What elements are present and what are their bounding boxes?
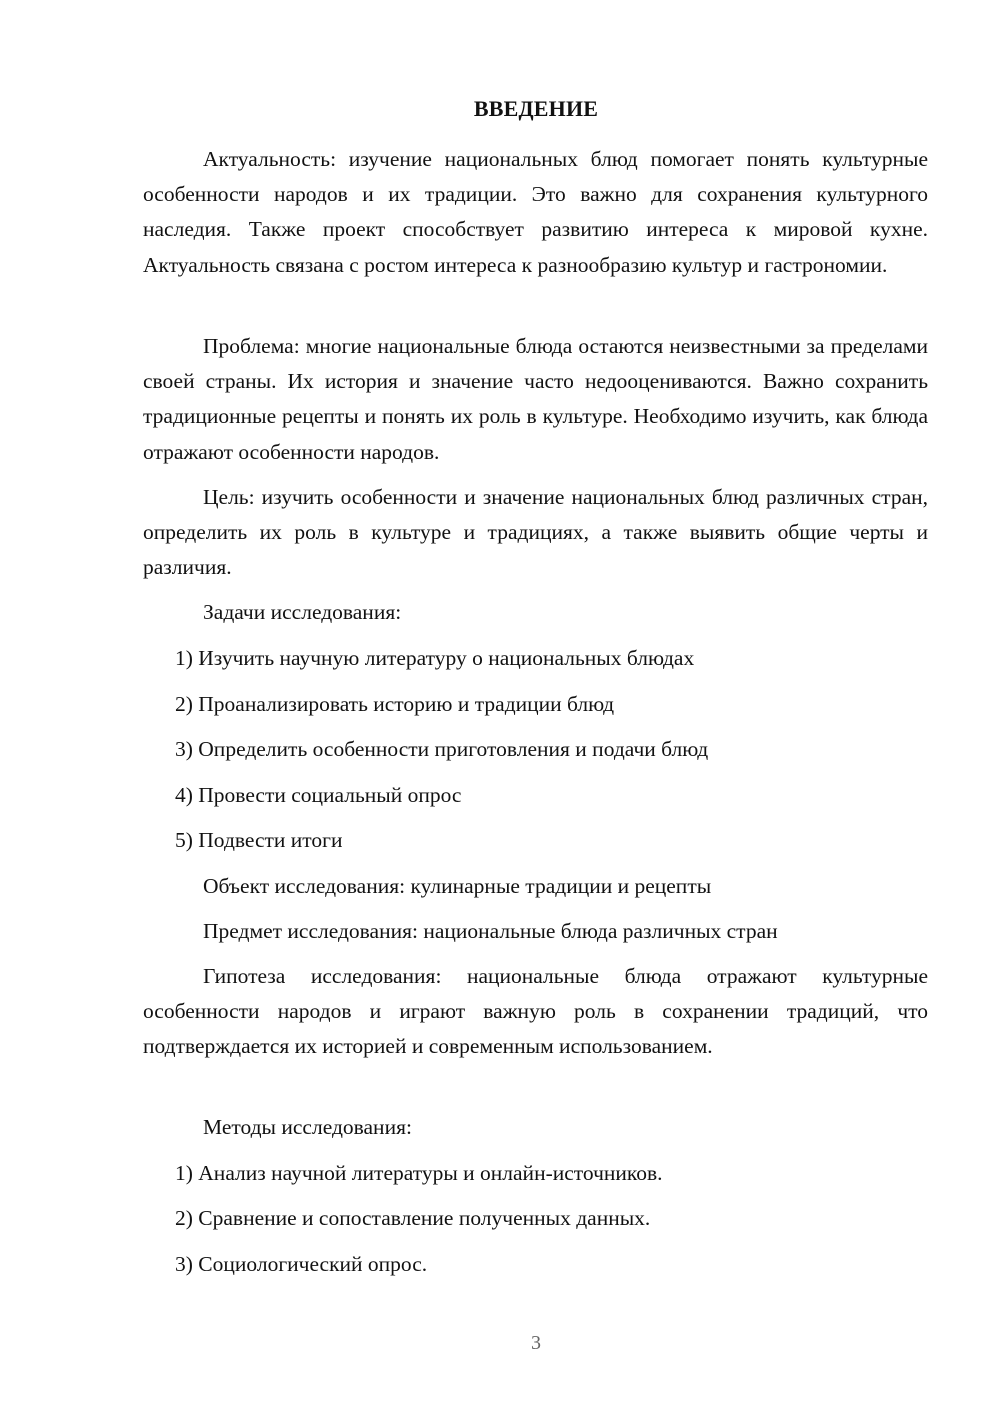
task-item: 4) Провести социальный опрос xyxy=(175,783,462,807)
problem-paragraph: Проблема: многие национальные блюда остаются неизвестными за пределами своей страны. Их история и значение часто недооцениваются. Важно сохранить традиционные рецепты и понять их роль в культуре. Необходимо изучить, как блюда отражают особенности народов. xyxy=(143,334,928,464)
method-item: 3) Социологический опрос. xyxy=(175,1252,428,1276)
research-object: Объект исследования: кулинарные традиции и рецепты xyxy=(203,874,712,898)
task-item: 3) Определить особенности приготовления и подачи блюд xyxy=(175,737,709,761)
problem-paragraph-block xyxy=(143,329,928,470)
hypothesis-paragraph-block xyxy=(143,959,928,1065)
page-number: 3 xyxy=(531,1332,541,1354)
hypothesis-paragraph: Гипотеза исследования: национальные блюда отражают культурные особенности народов и играют важную роль в сохранении традиций, что подтверждается их историей и современным использованием. xyxy=(143,964,928,1059)
task-item: 1) Изучить научную литературу о национальных блюдах xyxy=(175,646,695,670)
goal-paragraph-block xyxy=(143,480,928,586)
task-item: 5) Подвести итоги xyxy=(175,828,343,852)
method-item: 1) Анализ научной литературы и онлайн-источников. xyxy=(175,1161,663,1185)
method-item: 2) Сравнение и сопоставление полученных данных. xyxy=(175,1206,651,1230)
tasks-heading: Задачи исследования: xyxy=(203,600,402,624)
methods-heading: Методы исследования: xyxy=(203,1115,412,1139)
actuality-paragraph-block xyxy=(143,142,928,283)
task-item: 2) Проанализировать историю и традиции блюд xyxy=(175,692,615,716)
goal-paragraph: Цель: изучить особенности и значение национальных блюд различных стран, определить их роль в культуре и традициях, а также выявить общие черты и различия. xyxy=(143,485,928,580)
actuality-paragraph: Актуальность: изучение национальных блюд помогает понять культурные особенности народов и их традиции. Это важно для сохранения культурного наследия. Также проект способствует развитию интереса к мировой кухне. Актуальность связана с ростом интереса к разнообразию культур и гастрономии. xyxy=(143,147,928,277)
page-title: ВВЕДЕНИЕ xyxy=(473,96,599,121)
research-subject: Предмет исследования: национальные блюда различных стран xyxy=(203,919,778,943)
